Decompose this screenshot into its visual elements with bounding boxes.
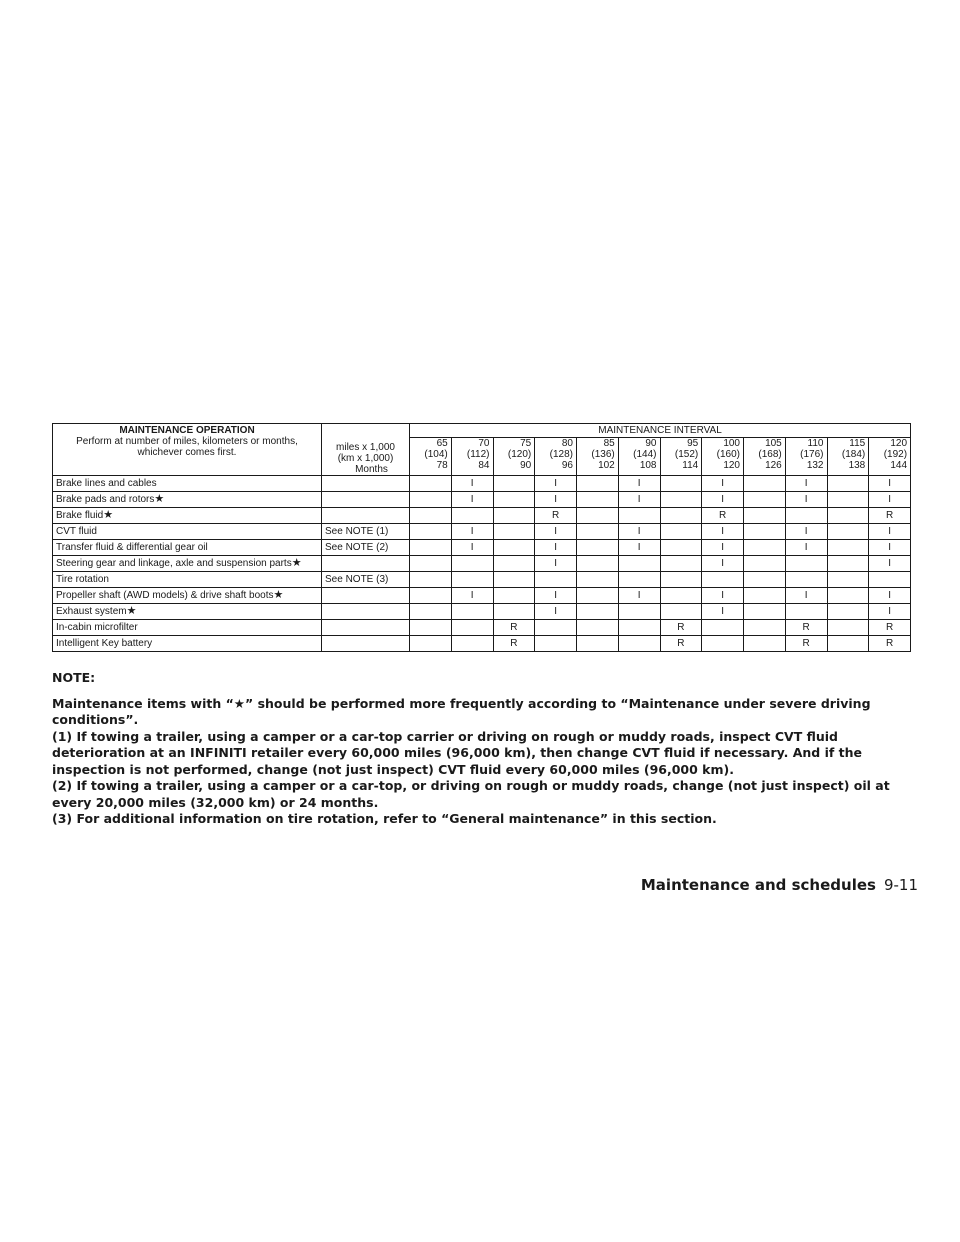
- interval-mark-cell: [744, 572, 786, 588]
- interval-column-header: [744, 438, 786, 476]
- interval-months: 108: [639, 460, 657, 472]
- operation-header: [53, 424, 322, 476]
- interval-mark-cell: I: [785, 492, 827, 508]
- interval-miles: 95: [687, 438, 699, 450]
- interval-mark-cell: [744, 604, 786, 620]
- unit-km: (km x 1,000): [337, 453, 394, 464]
- operation-name: Exhaust system: [56, 606, 127, 617]
- interval-mark-cell: [451, 620, 493, 636]
- interval-mark-cell: [410, 620, 452, 636]
- interval-months: 78: [436, 460, 448, 472]
- interval-mark-cell: R: [535, 508, 577, 524]
- interval-mark-cell: I: [785, 476, 827, 492]
- table-row: [53, 508, 911, 524]
- interval-mark-cell: I: [618, 524, 660, 540]
- table-row: [53, 476, 911, 492]
- interval-mark-cell: [827, 588, 869, 604]
- interval-mark-cell: [577, 620, 619, 636]
- interval-mark-cell: R: [493, 636, 535, 652]
- interval-mark-cell: [493, 540, 535, 556]
- interval-mark-cell: [577, 476, 619, 492]
- interval-mark-cell: [744, 524, 786, 540]
- maintenance-schedule-table: [52, 423, 911, 652]
- interval-km: (160): [716, 449, 740, 461]
- interval-mark-cell: I: [869, 476, 911, 492]
- interval-mark-cell: [577, 556, 619, 572]
- table-row: [53, 524, 911, 540]
- unit-miles: miles x 1,000: [336, 442, 395, 453]
- footer-section-title: Maintenance and schedules: [640, 876, 876, 894]
- interval-mark-cell: [744, 508, 786, 524]
- interval-mark-cell: [744, 476, 786, 492]
- note-reference-cell: [322, 508, 410, 524]
- interval-mark-cell: [660, 508, 702, 524]
- interval-column-header: [618, 438, 660, 476]
- interval-km: (192): [883, 449, 908, 461]
- interval-mark-cell: [827, 524, 869, 540]
- note-reference-cell: [322, 492, 410, 508]
- interval-km: (120): [507, 449, 532, 461]
- interval-mark-cell: [410, 492, 452, 508]
- interval-mark-cell: [744, 540, 786, 556]
- interval-km: (112): [466, 449, 490, 461]
- interval-mark-cell: I: [869, 556, 911, 572]
- interval-mark-cell: [785, 604, 827, 620]
- interval-column-header: [577, 438, 619, 476]
- interval-months: 90: [520, 460, 532, 472]
- interval-mark-cell: R: [869, 508, 911, 524]
- interval-mark-cell: I: [535, 492, 577, 508]
- operation-name: Intelligent Key battery: [56, 638, 153, 649]
- note-reference-cell: [322, 476, 410, 492]
- interval-mark-cell: [827, 604, 869, 620]
- interval-mark-cell: [660, 572, 702, 588]
- interval-mark-cell: [493, 524, 535, 540]
- interval-mark-cell: [410, 604, 452, 620]
- table-row: [53, 556, 911, 572]
- interval-column-header: [827, 438, 869, 476]
- interval-mark-cell: I: [451, 492, 493, 508]
- interval-mark-cell: [827, 492, 869, 508]
- interval-miles: 90: [645, 438, 657, 450]
- interval-months: 126: [765, 460, 782, 472]
- interval-column-header: [493, 438, 535, 476]
- interval-mark-cell: I: [535, 476, 577, 492]
- operation-name: CVT fluid: [56, 526, 97, 537]
- interval-mark-cell: R: [660, 636, 702, 652]
- interval-km: (104): [424, 449, 448, 461]
- interval-mark-cell: I: [535, 540, 577, 556]
- interval-mark-cell: [827, 508, 869, 524]
- operation-name: In-cabin microfilter: [56, 622, 138, 633]
- operation-name: Tire rotation: [56, 574, 109, 585]
- operation-name: Transfer fluid & differential gear oil: [56, 542, 208, 553]
- interval-mark-cell: I: [702, 492, 744, 508]
- interval-months: 144: [890, 460, 908, 472]
- interval-mark-cell: [744, 492, 786, 508]
- interval-mark-cell: [493, 476, 535, 492]
- interval-column-header: [702, 438, 744, 476]
- interval-mark-cell: [451, 508, 493, 524]
- interval-mark-cell: [660, 588, 702, 604]
- interval-miles: 120: [890, 438, 908, 450]
- interval-mark-cell: [618, 620, 660, 636]
- interval-column-header: [785, 438, 827, 476]
- interval-mark-cell: [577, 588, 619, 604]
- interval-km: (176): [800, 449, 824, 461]
- interval-mark-cell: I: [702, 604, 744, 620]
- interval-mark-cell: [577, 540, 619, 556]
- unit-header: [322, 424, 410, 476]
- interval-mark-cell: I: [869, 588, 911, 604]
- interval-mark-cell: [451, 556, 493, 572]
- interval-mark-cell: R: [702, 508, 744, 524]
- note-reference-cell: [322, 620, 410, 636]
- interval-mark-cell: [493, 572, 535, 588]
- interval-mark-cell: I: [702, 556, 744, 572]
- note-reference-cell: [322, 604, 410, 620]
- interval-mark-cell: [744, 636, 786, 652]
- table-header-row: [53, 424, 911, 438]
- interval-mark-cell: [869, 572, 911, 588]
- interval-mark-cell: [660, 556, 702, 572]
- interval-mark-cell: [827, 636, 869, 652]
- interval-column-header: [451, 438, 493, 476]
- interval-mark-cell: R: [660, 620, 702, 636]
- operation-name: Brake lines and cables: [56, 478, 157, 489]
- operation-name-cell: [53, 588, 322, 604]
- interval-mark-cell: I: [535, 604, 577, 620]
- interval-months: 114: [682, 460, 699, 472]
- interval-mark-cell: [618, 572, 660, 588]
- interval-mark-cell: [493, 556, 535, 572]
- interval-mark-cell: I: [618, 540, 660, 556]
- interval-km: (128): [549, 449, 573, 461]
- operation-name-cell: [53, 508, 322, 524]
- interval-mark-cell: [618, 556, 660, 572]
- interval-mark-cell: I: [702, 524, 744, 540]
- operation-name: Propeller shaft (AWD models) & drive shaft boots: [56, 590, 274, 601]
- interval-months: 132: [806, 460, 824, 472]
- interval-column-header: [410, 438, 452, 476]
- interval-mark-cell: [785, 508, 827, 524]
- note-3: (3) For additional information on tire rotation, refer to “General maintenance” in this section.: [52, 811, 717, 826]
- severe-conditions-star-icon: ★: [154, 493, 165, 505]
- interval-mark-cell: [827, 556, 869, 572]
- note-reference-cell: See NOTE (1): [322, 524, 410, 540]
- interval-mark-cell: [493, 492, 535, 508]
- interval-months: 138: [848, 460, 866, 472]
- interval-mark-cell: [535, 572, 577, 588]
- interval-km: (184): [841, 449, 866, 461]
- interval-mark-cell: I: [535, 556, 577, 572]
- operation-name-cell: [53, 524, 322, 540]
- interval-mark-cell: [660, 604, 702, 620]
- unit-months: Months: [355, 464, 388, 475]
- interval-mark-cell: [493, 604, 535, 620]
- interval-mark-cell: R: [869, 636, 911, 652]
- interval-miles: 105: [765, 438, 782, 450]
- interval-mark-cell: [744, 588, 786, 604]
- interval-mark-cell: [410, 476, 452, 492]
- interval-km: (152): [674, 449, 699, 461]
- interval-mark-cell: R: [869, 620, 911, 636]
- interval-mark-cell: I: [785, 524, 827, 540]
- interval-mark-cell: [827, 540, 869, 556]
- interval-mark-cell: [535, 620, 577, 636]
- interval-mark-cell: I: [451, 540, 493, 556]
- interval-mark-cell: [577, 492, 619, 508]
- interval-mark-cell: [702, 636, 744, 652]
- operation-name: Steering gear and linkage, axle and suspension parts: [56, 558, 292, 569]
- operation-name-cell: [53, 540, 322, 556]
- table-row: [53, 620, 911, 636]
- interval-mark-cell: I: [869, 492, 911, 508]
- interval-column-header: [535, 438, 577, 476]
- interval-mark-cell: [702, 572, 744, 588]
- note-reference-cell: See NOTE (3): [322, 572, 410, 588]
- interval-header: MAINTENANCE INTERVAL: [410, 424, 911, 438]
- severe-conditions-star-icon: ★: [103, 509, 114, 521]
- interval-mark-cell: [827, 476, 869, 492]
- operation-header-title: MAINTENANCE OPERATION: [119, 425, 255, 436]
- operation-name-cell: [53, 572, 322, 588]
- notes-section: [52, 670, 912, 828]
- interval-mark-cell: R: [785, 620, 827, 636]
- interval-mark-cell: [577, 524, 619, 540]
- interval-miles: 110: [807, 438, 824, 450]
- note-severe-conditions: Maintenance items with “★” should be performed more frequently according to “Maintenance under severe driving conditions”.: [52, 695, 871, 727]
- interval-mark-cell: I: [618, 476, 660, 492]
- note-reference-cell: [322, 588, 410, 604]
- interval-mark-cell: [410, 636, 452, 652]
- interval-mark-cell: [827, 620, 869, 636]
- interval-mark-cell: I: [702, 588, 744, 604]
- table-row: [53, 636, 911, 652]
- interval-months: 96: [561, 460, 573, 472]
- interval-column-header: [869, 438, 911, 476]
- interval-mark-cell: [660, 492, 702, 508]
- interval-miles: 85: [603, 438, 615, 450]
- interval-column-header: [660, 438, 702, 476]
- note-reference-cell: [322, 556, 410, 572]
- interval-mark-cell: [785, 572, 827, 588]
- interval-mark-cell: [535, 636, 577, 652]
- interval-mark-cell: [660, 476, 702, 492]
- operation-name: Brake pads and rotors: [56, 494, 155, 505]
- operation-name-cell: [53, 556, 322, 572]
- table-row: [53, 588, 911, 604]
- severe-conditions-star-icon: ★: [291, 557, 302, 569]
- interval-mark-cell: [660, 540, 702, 556]
- interval-mark-cell: [451, 572, 493, 588]
- table-row: [53, 604, 911, 620]
- interval-mark-cell: [577, 604, 619, 620]
- operation-name: Brake fluid: [56, 510, 104, 521]
- severe-conditions-star-icon: ★: [273, 589, 284, 601]
- interval-mark-cell: I: [869, 604, 911, 620]
- interval-miles: 70: [478, 438, 490, 450]
- interval-mark-cell: [660, 524, 702, 540]
- interval-months: 102: [598, 460, 615, 472]
- interval-mark-cell: [493, 588, 535, 604]
- operation-name-cell: [53, 636, 322, 652]
- interval-mark-cell: I: [785, 540, 827, 556]
- operation-name-cell: [53, 492, 322, 508]
- interval-months: 84: [478, 460, 490, 472]
- interval-mark-cell: [785, 556, 827, 572]
- interval-mark-cell: I: [535, 588, 577, 604]
- note-reference-cell: [322, 636, 410, 652]
- interval-mark-cell: I: [451, 588, 493, 604]
- interval-mark-cell: [451, 604, 493, 620]
- interval-mark-cell: R: [785, 636, 827, 652]
- note-1: (1) If towing a trailer, using a camper or a car-top carrier or driving on rough or muddy roads, inspect CVT fluid deterioration at an INFINITI retailer every 60,000 miles (96,000 km), then change CVT fluid if necessary. And if the inspection is not performed, change (not just inspect) CVT fluid every 60,000 miles (96,000 km).: [52, 728, 863, 777]
- interval-mark-cell: [493, 508, 535, 524]
- interval-mark-cell: [451, 636, 493, 652]
- interval-mark-cell: I: [451, 476, 493, 492]
- interval-mark-cell: [618, 636, 660, 652]
- interval-mark-cell: [744, 620, 786, 636]
- interval-mark-cell: [410, 508, 452, 524]
- interval-mark-cell: [577, 636, 619, 652]
- table-row: [53, 572, 911, 588]
- interval-mark-cell: I: [869, 540, 911, 556]
- interval-months: 120: [723, 460, 740, 472]
- interval-mark-cell: [410, 556, 452, 572]
- interval-mark-cell: [577, 572, 619, 588]
- severe-conditions-star-icon: ★: [126, 605, 137, 617]
- interval-mark-cell: [827, 572, 869, 588]
- notes-title: NOTE:: [52, 670, 96, 685]
- page-number: 9-11: [883, 876, 918, 894]
- interval-mark-cell: I: [618, 492, 660, 508]
- interval-mark-cell: [702, 620, 744, 636]
- note-reference-cell: See NOTE (2): [322, 540, 410, 556]
- page-footer: [641, 876, 918, 894]
- interval-miles: 75: [520, 438, 532, 450]
- interval-km: (168): [758, 449, 782, 461]
- interval-miles: 80: [561, 438, 573, 450]
- note-2: (2) If towing a trailer, using a camper or a car-top, or driving on rough or muddy roads, change (not just inspect) oil at every 20,000 miles (32,000 km) or 24 months.: [52, 778, 890, 810]
- operation-name-cell: [53, 620, 322, 636]
- interval-mark-cell: I: [702, 476, 744, 492]
- interval-mark-cell: [410, 540, 452, 556]
- operation-header-subtitle: Perform at number of miles, kilometers or months, whichever comes first.: [76, 436, 298, 458]
- interval-km: (144): [633, 449, 657, 461]
- interval-mark-cell: I: [451, 524, 493, 540]
- interval-mark-cell: [744, 556, 786, 572]
- interval-mark-cell: I: [869, 524, 911, 540]
- interval-miles: 115: [849, 438, 866, 450]
- interval-mark-cell: [577, 508, 619, 524]
- interval-km: (136): [591, 449, 615, 461]
- interval-mark-cell: R: [493, 620, 535, 636]
- interval-mark-cell: I: [535, 524, 577, 540]
- interval-mark-cell: [618, 604, 660, 620]
- table-row: [53, 492, 911, 508]
- interval-mark-cell: [618, 508, 660, 524]
- interval-mark-cell: [410, 588, 452, 604]
- interval-mark-cell: I: [785, 588, 827, 604]
- operation-name-cell: [53, 476, 322, 492]
- interval-mark-cell: [410, 524, 452, 540]
- table-row: [53, 540, 911, 556]
- interval-mark-cell: I: [702, 540, 744, 556]
- interval-mark-cell: I: [618, 588, 660, 604]
- interval-miles: 65: [436, 438, 448, 450]
- interval-miles: 100: [723, 438, 740, 450]
- interval-mark-cell: [410, 572, 452, 588]
- operation-name-cell: [53, 604, 322, 620]
